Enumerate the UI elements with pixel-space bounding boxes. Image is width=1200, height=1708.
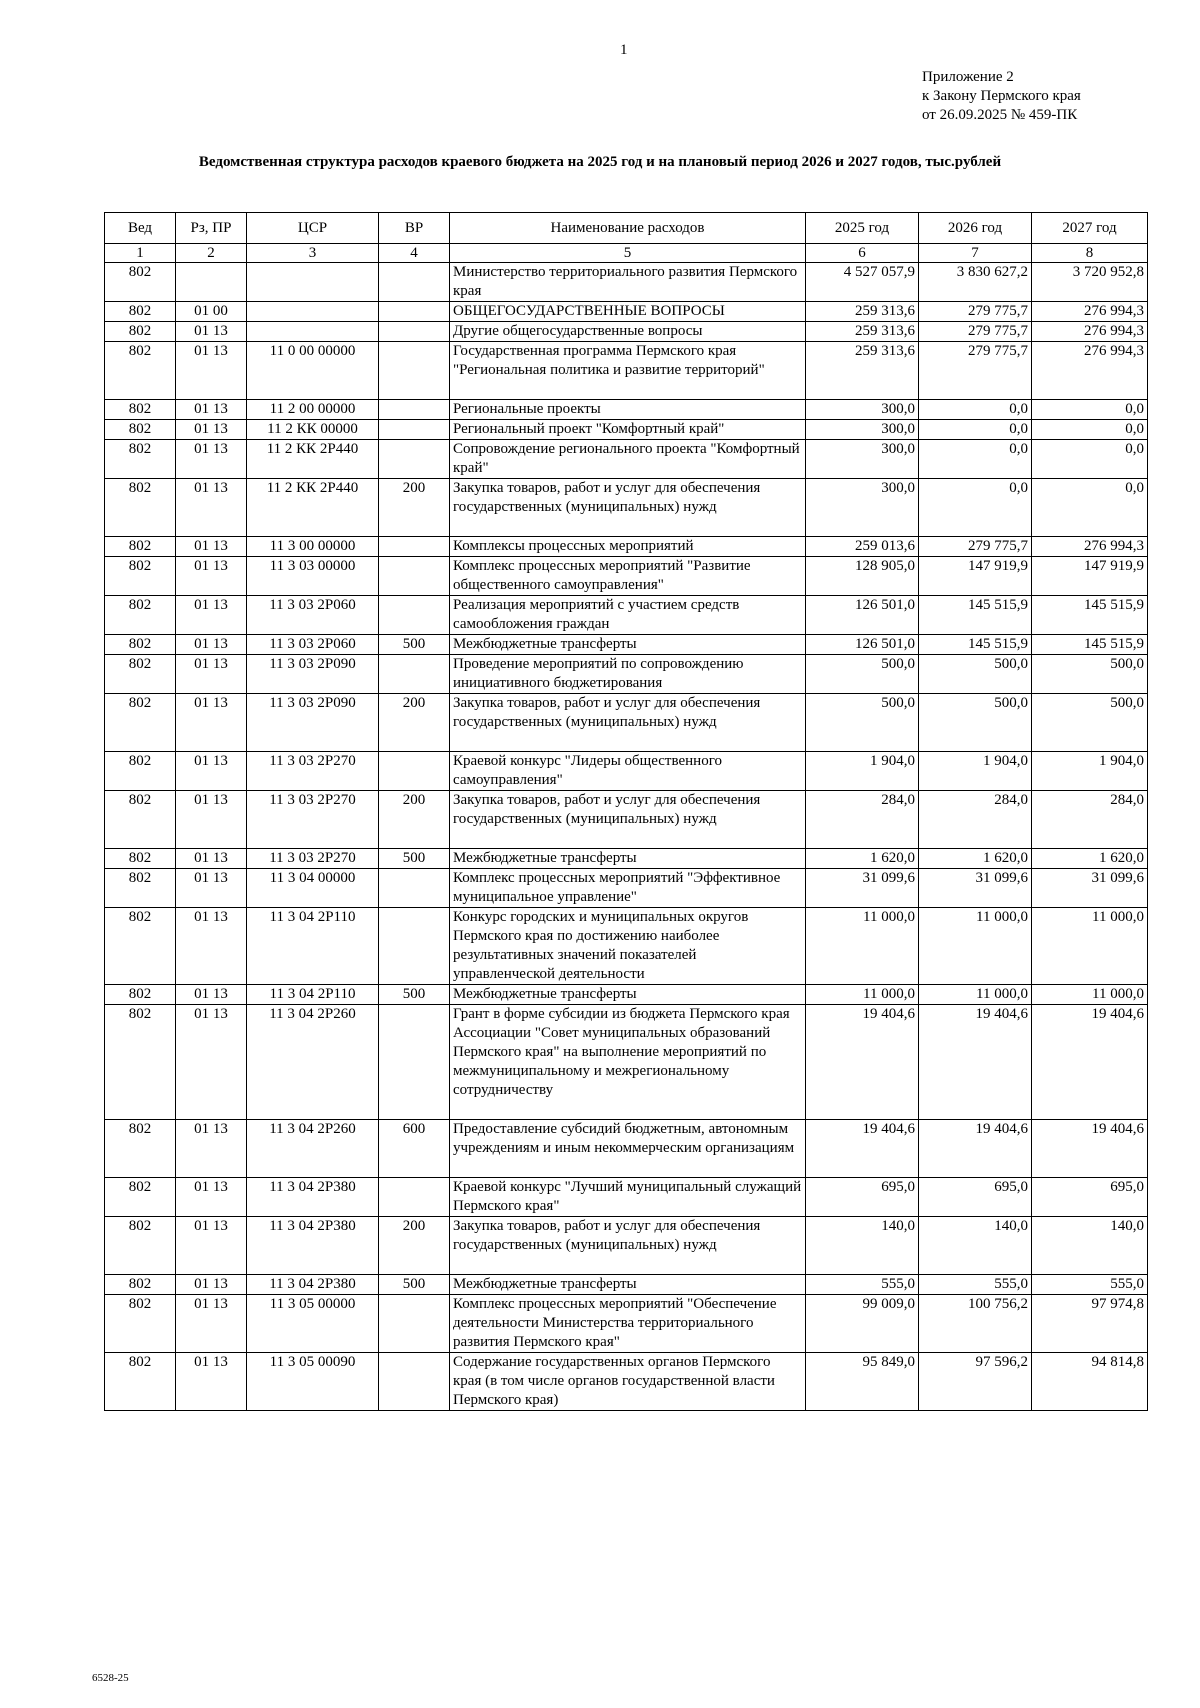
cell-rz-pr: 01 13 bbox=[176, 1005, 247, 1120]
cell-expense-name: Содержание государственных органов Пермского края (в том числе органов государственной власти Пермского края) bbox=[450, 1353, 806, 1411]
cell-amount-2025: 1 904,0 bbox=[806, 752, 919, 791]
cell-amount-2027: 276 994,3 bbox=[1032, 342, 1148, 400]
table-row bbox=[105, 440, 1148, 479]
cell-amount-2026: 500,0 bbox=[919, 694, 1032, 752]
cell-csr: 11 3 03 2Р270 bbox=[247, 849, 379, 869]
cell-amount-2026: 0,0 bbox=[919, 479, 1032, 537]
cell-vr bbox=[379, 1005, 450, 1120]
cell-ved: 802 bbox=[105, 302, 176, 322]
cell-csr: 11 3 05 00090 bbox=[247, 1353, 379, 1411]
cell-amount-2027: 145 515,9 bbox=[1032, 635, 1148, 655]
cell-csr: 11 2 00 00000 bbox=[247, 400, 379, 420]
column-header: Рз, ПР bbox=[176, 213, 247, 244]
cell-rz-pr: 01 13 bbox=[176, 791, 247, 849]
cell-expense-name: Другие общегосударственные вопросы bbox=[450, 322, 806, 342]
column-number-row bbox=[105, 244, 1148, 263]
cell-rz-pr: 01 13 bbox=[176, 635, 247, 655]
table-row bbox=[105, 752, 1148, 791]
cell-expense-name: Межбюджетные трансферты bbox=[450, 635, 806, 655]
cell-amount-2026: 279 775,7 bbox=[919, 322, 1032, 342]
cell-ved: 802 bbox=[105, 596, 176, 635]
cell-vr: 200 bbox=[379, 694, 450, 752]
column-number: 4 bbox=[379, 244, 450, 263]
cell-rz-pr: 01 13 bbox=[176, 655, 247, 694]
table-row bbox=[105, 537, 1148, 557]
cell-csr: 11 3 03 2Р270 bbox=[247, 791, 379, 849]
column-header: Наименование расходов bbox=[450, 213, 806, 244]
cell-vr bbox=[379, 596, 450, 635]
cell-expense-name: Закупка товаров, работ и услуг для обеспечения государственных (муниципальных) нужд bbox=[450, 479, 806, 537]
table-row bbox=[105, 322, 1148, 342]
cell-amount-2026: 145 515,9 bbox=[919, 635, 1032, 655]
cell-amount-2025: 99 009,0 bbox=[806, 1295, 919, 1353]
cell-amount-2025: 555,0 bbox=[806, 1275, 919, 1295]
cell-amount-2025: 259 313,6 bbox=[806, 302, 919, 322]
cell-csr: 11 3 04 2Р260 bbox=[247, 1120, 379, 1178]
cell-expense-name: Предоставление субсидий бюджетным, автономным учреждениям и иным некоммерческим организациям bbox=[450, 1120, 806, 1178]
cell-amount-2027: 97 974,8 bbox=[1032, 1295, 1148, 1353]
cell-csr: 11 3 00 00000 bbox=[247, 537, 379, 557]
column-header: ВР bbox=[379, 213, 450, 244]
table-row bbox=[105, 985, 1148, 1005]
cell-amount-2027: 500,0 bbox=[1032, 694, 1148, 752]
cell-rz-pr: 01 13 bbox=[176, 752, 247, 791]
cell-rz-pr: 01 13 bbox=[176, 1120, 247, 1178]
table-header-row bbox=[105, 213, 1148, 244]
cell-amount-2025: 126 501,0 bbox=[806, 596, 919, 635]
cell-amount-2025: 126 501,0 bbox=[806, 635, 919, 655]
cell-ved: 802 bbox=[105, 1178, 176, 1217]
cell-rz-pr: 01 13 bbox=[176, 1275, 247, 1295]
cell-csr: 11 3 04 2Р260 bbox=[247, 1005, 379, 1120]
cell-vr: 500 bbox=[379, 985, 450, 1005]
cell-expense-name: Закупка товаров, работ и услуг для обеспечения государственных (муниципальных) нужд bbox=[450, 791, 806, 849]
cell-csr: 11 3 04 2Р380 bbox=[247, 1178, 379, 1217]
cell-amount-2027: 1 620,0 bbox=[1032, 849, 1148, 869]
cell-ved: 802 bbox=[105, 440, 176, 479]
cell-csr: 11 2 КК 00000 bbox=[247, 420, 379, 440]
cell-vr bbox=[379, 908, 450, 985]
cell-amount-2027: 94 814,8 bbox=[1032, 1353, 1148, 1411]
table-row bbox=[105, 479, 1148, 537]
cell-amount-2025: 259 313,6 bbox=[806, 342, 919, 400]
cell-amount-2025: 95 849,0 bbox=[806, 1353, 919, 1411]
cell-expense-name: Краевой конкурс "Лидеры общественного самоуправления" bbox=[450, 752, 806, 791]
table-row bbox=[105, 694, 1148, 752]
column-number: 8 bbox=[1032, 244, 1148, 263]
cell-ved: 802 bbox=[105, 752, 176, 791]
cell-vr bbox=[379, 1178, 450, 1217]
cell-csr: 11 3 04 2Р380 bbox=[247, 1217, 379, 1275]
cell-amount-2025: 300,0 bbox=[806, 440, 919, 479]
cell-expense-name: ОБЩЕГОСУДАРСТВЕННЫЕ ВОПРОСЫ bbox=[450, 302, 806, 322]
cell-ved: 802 bbox=[105, 1005, 176, 1120]
cell-vr bbox=[379, 440, 450, 479]
cell-amount-2026: 279 775,7 bbox=[919, 302, 1032, 322]
cell-amount-2026: 279 775,7 bbox=[919, 342, 1032, 400]
table-row bbox=[105, 302, 1148, 322]
cell-rz-pr: 01 13 bbox=[176, 1178, 247, 1217]
cell-csr bbox=[247, 322, 379, 342]
cell-amount-2027: 145 515,9 bbox=[1032, 596, 1148, 635]
cell-amount-2026: 100 756,2 bbox=[919, 1295, 1032, 1353]
table-row bbox=[105, 1120, 1148, 1178]
cell-amount-2027: 31 099,6 bbox=[1032, 869, 1148, 908]
cell-amount-2025: 500,0 bbox=[806, 694, 919, 752]
column-header: 2027 год bbox=[1032, 213, 1148, 244]
table-row bbox=[105, 655, 1148, 694]
cell-ved: 802 bbox=[105, 1120, 176, 1178]
cell-amount-2025: 500,0 bbox=[806, 655, 919, 694]
cell-rz-pr: 01 13 bbox=[176, 557, 247, 596]
cell-rz-pr: 01 13 bbox=[176, 908, 247, 985]
cell-amount-2027: 695,0 bbox=[1032, 1178, 1148, 1217]
cell-ved: 802 bbox=[105, 537, 176, 557]
appendix-line: Приложение 2 bbox=[922, 69, 1014, 85]
cell-expense-name: Комплексы процессных мероприятий bbox=[450, 537, 806, 557]
cell-amount-2026: 0,0 bbox=[919, 400, 1032, 420]
table-row bbox=[105, 1005, 1148, 1120]
cell-rz-pr: 01 13 bbox=[176, 849, 247, 869]
table-row bbox=[105, 1295, 1148, 1353]
cell-vr: 200 bbox=[379, 791, 450, 849]
appendix-line: от 26.09.2025 № 459-ПК bbox=[922, 107, 1078, 123]
cell-amount-2026: 11 000,0 bbox=[919, 985, 1032, 1005]
cell-vr: 500 bbox=[379, 1275, 450, 1295]
cell-amount-2027: 0,0 bbox=[1032, 479, 1148, 537]
budget-table bbox=[104, 212, 1148, 1411]
cell-expense-name: Проведение мероприятий по сопровождению инициативного бюджетирования bbox=[450, 655, 806, 694]
cell-vr bbox=[379, 1295, 450, 1353]
table-row bbox=[105, 342, 1148, 400]
table-row bbox=[105, 263, 1148, 302]
cell-vr bbox=[379, 322, 450, 342]
column-header: 2026 год bbox=[919, 213, 1032, 244]
cell-expense-name: Комплекс процессных мероприятий "Обеспечение деятельности Министерства территориального развития Пермского края" bbox=[450, 1295, 806, 1353]
table-row bbox=[105, 908, 1148, 985]
cell-amount-2025: 259 313,6 bbox=[806, 322, 919, 342]
cell-amount-2027: 500,0 bbox=[1032, 655, 1148, 694]
cell-vr: 200 bbox=[379, 479, 450, 537]
cell-csr: 11 3 03 2Р090 bbox=[247, 655, 379, 694]
cell-amount-2025: 300,0 bbox=[806, 420, 919, 440]
cell-vr bbox=[379, 1353, 450, 1411]
cell-vr bbox=[379, 557, 450, 596]
cell-rz-pr: 01 13 bbox=[176, 869, 247, 908]
cell-expense-name: Сопровождение регионального проекта "Комфортный край" bbox=[450, 440, 806, 479]
cell-amount-2026: 695,0 bbox=[919, 1178, 1032, 1217]
column-number: 1 bbox=[105, 244, 176, 263]
column-number: 5 bbox=[450, 244, 806, 263]
cell-expense-name: Закупка товаров, работ и услуг для обеспечения государственных (муниципальных) нужд bbox=[450, 694, 806, 752]
cell-rz-pr: 01 13 bbox=[176, 985, 247, 1005]
cell-csr: 11 3 03 2Р270 bbox=[247, 752, 379, 791]
cell-amount-2025: 31 099,6 bbox=[806, 869, 919, 908]
cell-amount-2025: 140,0 bbox=[806, 1217, 919, 1275]
cell-csr: 11 3 03 2Р090 bbox=[247, 694, 379, 752]
table-row bbox=[105, 1275, 1148, 1295]
cell-amount-2025: 300,0 bbox=[806, 400, 919, 420]
cell-vr bbox=[379, 302, 450, 322]
column-header: 2025 год bbox=[806, 213, 919, 244]
appendix-line: к Закону Пермского края bbox=[922, 88, 1081, 104]
cell-amount-2026: 284,0 bbox=[919, 791, 1032, 849]
cell-rz-pr: 01 00 bbox=[176, 302, 247, 322]
cell-amount-2026: 31 099,6 bbox=[919, 869, 1032, 908]
cell-ved: 802 bbox=[105, 1295, 176, 1353]
cell-vr: 600 bbox=[379, 1120, 450, 1178]
cell-amount-2025: 128 905,0 bbox=[806, 557, 919, 596]
cell-expense-name: Региональный проект "Комфортный край" bbox=[450, 420, 806, 440]
cell-amount-2026: 19 404,6 bbox=[919, 1005, 1032, 1120]
cell-amount-2026: 140,0 bbox=[919, 1217, 1032, 1275]
cell-expense-name: Краевой конкурс "Лучший муниципальный служащий Пермского края" bbox=[450, 1178, 806, 1217]
cell-rz-pr: 01 13 bbox=[176, 537, 247, 557]
cell-amount-2026: 1 620,0 bbox=[919, 849, 1032, 869]
cell-vr bbox=[379, 420, 450, 440]
cell-csr bbox=[247, 263, 379, 302]
cell-ved: 802 bbox=[105, 1353, 176, 1411]
cell-ved: 802 bbox=[105, 420, 176, 440]
cell-rz-pr bbox=[176, 263, 247, 302]
cell-expense-name: Закупка товаров, работ и услуг для обеспечения государственных (муниципальных) нужд bbox=[450, 1217, 806, 1275]
cell-amount-2027: 11 000,0 bbox=[1032, 908, 1148, 985]
table-row bbox=[105, 596, 1148, 635]
table-row bbox=[105, 869, 1148, 908]
cell-expense-name: Государственная программа Пермского края "Региональная политика и развитие территорий" bbox=[450, 342, 806, 400]
cell-amount-2027: 147 919,9 bbox=[1032, 557, 1148, 596]
footer-code: 6528-25 bbox=[92, 1672, 129, 1684]
table-row bbox=[105, 1178, 1148, 1217]
cell-amount-2026: 3 830 627,2 bbox=[919, 263, 1032, 302]
cell-vr bbox=[379, 752, 450, 791]
cell-rz-pr: 01 13 bbox=[176, 479, 247, 537]
cell-amount-2027: 3 720 952,8 bbox=[1032, 263, 1148, 302]
cell-ved: 802 bbox=[105, 1217, 176, 1275]
cell-ved: 802 bbox=[105, 908, 176, 985]
cell-ved: 802 bbox=[105, 869, 176, 908]
cell-expense-name: Межбюджетные трансферты bbox=[450, 985, 806, 1005]
cell-amount-2025: 19 404,6 bbox=[806, 1120, 919, 1178]
cell-amount-2026: 1 904,0 bbox=[919, 752, 1032, 791]
cell-csr: 11 3 04 00000 bbox=[247, 869, 379, 908]
cell-csr: 11 3 03 2Р060 bbox=[247, 635, 379, 655]
cell-vr bbox=[379, 869, 450, 908]
cell-vr bbox=[379, 342, 450, 400]
column-header: ЦСР bbox=[247, 213, 379, 244]
page-number: 1 bbox=[620, 42, 628, 58]
cell-rz-pr: 01 13 bbox=[176, 1353, 247, 1411]
cell-ved: 802 bbox=[105, 985, 176, 1005]
cell-amount-2027: 0,0 bbox=[1032, 420, 1148, 440]
cell-amount-2027: 140,0 bbox=[1032, 1217, 1148, 1275]
cell-vr bbox=[379, 263, 450, 302]
cell-amount-2025: 695,0 bbox=[806, 1178, 919, 1217]
cell-ved: 802 bbox=[105, 263, 176, 302]
cell-amount-2026: 97 596,2 bbox=[919, 1353, 1032, 1411]
cell-rz-pr: 01 13 bbox=[176, 694, 247, 752]
cell-amount-2027: 0,0 bbox=[1032, 400, 1148, 420]
cell-vr bbox=[379, 400, 450, 420]
cell-amount-2027: 1 904,0 bbox=[1032, 752, 1148, 791]
cell-ved: 802 bbox=[105, 694, 176, 752]
cell-csr: 11 3 04 2Р380 bbox=[247, 1275, 379, 1295]
cell-amount-2026: 11 000,0 bbox=[919, 908, 1032, 985]
cell-ved: 802 bbox=[105, 322, 176, 342]
cell-amount-2025: 19 404,6 bbox=[806, 1005, 919, 1120]
cell-amount-2027: 19 404,6 bbox=[1032, 1005, 1148, 1120]
cell-vr: 500 bbox=[379, 635, 450, 655]
cell-amount-2027: 19 404,6 bbox=[1032, 1120, 1148, 1178]
cell-amount-2027: 276 994,3 bbox=[1032, 302, 1148, 322]
cell-rz-pr: 01 13 bbox=[176, 1217, 247, 1275]
table-row bbox=[105, 849, 1148, 869]
cell-ved: 802 bbox=[105, 479, 176, 537]
cell-amount-2026: 500,0 bbox=[919, 655, 1032, 694]
cell-vr: 200 bbox=[379, 1217, 450, 1275]
cell-amount-2026: 147 919,9 bbox=[919, 557, 1032, 596]
cell-vr: 500 bbox=[379, 849, 450, 869]
table-row bbox=[105, 400, 1148, 420]
cell-expense-name: Грант в форме субсидии из бюджета Пермского края Ассоциации "Совет муниципальных образований Пермского края" на выполнение мероприятий по межмуниципальному и межрегиональному сотрудничеству bbox=[450, 1005, 806, 1120]
cell-amount-2027: 276 994,3 bbox=[1032, 322, 1148, 342]
cell-expense-name: Комплекс процессных мероприятий "Эффективное муниципальное управление" bbox=[450, 869, 806, 908]
cell-expense-name: Межбюджетные трансферты bbox=[450, 1275, 806, 1295]
cell-rz-pr: 01 13 bbox=[176, 440, 247, 479]
cell-expense-name: Реализация мероприятий с участием средств самообложения граждан bbox=[450, 596, 806, 635]
column-header: Вед bbox=[105, 213, 176, 244]
cell-csr: 11 3 04 2Р110 bbox=[247, 908, 379, 985]
cell-amount-2027: 276 994,3 bbox=[1032, 537, 1148, 557]
cell-amount-2025: 259 013,6 bbox=[806, 537, 919, 557]
cell-rz-pr: 01 13 bbox=[176, 322, 247, 342]
cell-ved: 802 bbox=[105, 655, 176, 694]
cell-amount-2026: 0,0 bbox=[919, 420, 1032, 440]
cell-csr: 11 3 03 2Р060 bbox=[247, 596, 379, 635]
cell-ved: 802 bbox=[105, 400, 176, 420]
cell-csr bbox=[247, 302, 379, 322]
cell-ved: 802 bbox=[105, 1275, 176, 1295]
cell-ved: 802 bbox=[105, 342, 176, 400]
cell-ved: 802 bbox=[105, 557, 176, 596]
table-row bbox=[105, 557, 1148, 596]
table-row bbox=[105, 791, 1148, 849]
cell-csr: 11 3 03 00000 bbox=[247, 557, 379, 596]
cell-rz-pr: 01 13 bbox=[176, 342, 247, 400]
table-row bbox=[105, 1217, 1148, 1275]
cell-csr: 11 2 КК 2Р440 bbox=[247, 479, 379, 537]
cell-expense-name: Межбюджетные трансферты bbox=[450, 849, 806, 869]
cell-rz-pr: 01 13 bbox=[176, 1295, 247, 1353]
cell-vr bbox=[379, 537, 450, 557]
appendix-note bbox=[922, 68, 1081, 125]
cell-ved: 802 bbox=[105, 849, 176, 869]
cell-amount-2026: 0,0 bbox=[919, 440, 1032, 479]
cell-amount-2025: 1 620,0 bbox=[806, 849, 919, 869]
cell-expense-name: Министерство территориального развития Пермского края bbox=[450, 263, 806, 302]
cell-vr bbox=[379, 655, 450, 694]
cell-amount-2025: 284,0 bbox=[806, 791, 919, 849]
cell-csr: 11 3 05 00000 bbox=[247, 1295, 379, 1353]
cell-csr: 11 0 00 00000 bbox=[247, 342, 379, 400]
cell-rz-pr: 01 13 bbox=[176, 400, 247, 420]
cell-amount-2026: 555,0 bbox=[919, 1275, 1032, 1295]
cell-amount-2025: 4 527 057,9 bbox=[806, 263, 919, 302]
column-number: 6 bbox=[806, 244, 919, 263]
cell-amount-2027: 284,0 bbox=[1032, 791, 1148, 849]
cell-amount-2026: 279 775,7 bbox=[919, 537, 1032, 557]
table-row bbox=[105, 420, 1148, 440]
cell-rz-pr: 01 13 bbox=[176, 596, 247, 635]
cell-ved: 802 bbox=[105, 635, 176, 655]
cell-amount-2025: 300,0 bbox=[806, 479, 919, 537]
cell-expense-name: Региональные проекты bbox=[450, 400, 806, 420]
cell-amount-2027: 11 000,0 bbox=[1032, 985, 1148, 1005]
column-number: 7 bbox=[919, 244, 1032, 263]
cell-ved: 802 bbox=[105, 791, 176, 849]
cell-expense-name: Комплекс процессных мероприятий "Развитие общественного самоуправления" bbox=[450, 557, 806, 596]
cell-csr: 11 2 КК 2Р440 bbox=[247, 440, 379, 479]
cell-expense-name: Конкурс городских и муниципальных округов Пермского края по достижению наиболее результативных значений показателей управленческой деятельности bbox=[450, 908, 806, 985]
cell-amount-2026: 19 404,6 bbox=[919, 1120, 1032, 1178]
cell-csr: 11 3 04 2Р110 bbox=[247, 985, 379, 1005]
budget-table-wrapper bbox=[104, 212, 1148, 1411]
column-number: 2 bbox=[176, 244, 247, 263]
document-title: Ведомственная структура расходов краевого бюджета на 2025 год и на плановый период 2026 и 2027 годов, тыс.рублей bbox=[198, 154, 1002, 170]
table-row bbox=[105, 1353, 1148, 1411]
table-row bbox=[105, 635, 1148, 655]
cell-amount-2025: 11 000,0 bbox=[806, 985, 919, 1005]
cell-amount-2027: 555,0 bbox=[1032, 1275, 1148, 1295]
column-number: 3 bbox=[247, 244, 379, 263]
cell-amount-2025: 11 000,0 bbox=[806, 908, 919, 985]
cell-amount-2026: 145 515,9 bbox=[919, 596, 1032, 635]
cell-rz-pr: 01 13 bbox=[176, 420, 247, 440]
cell-amount-2027: 0,0 bbox=[1032, 440, 1148, 479]
